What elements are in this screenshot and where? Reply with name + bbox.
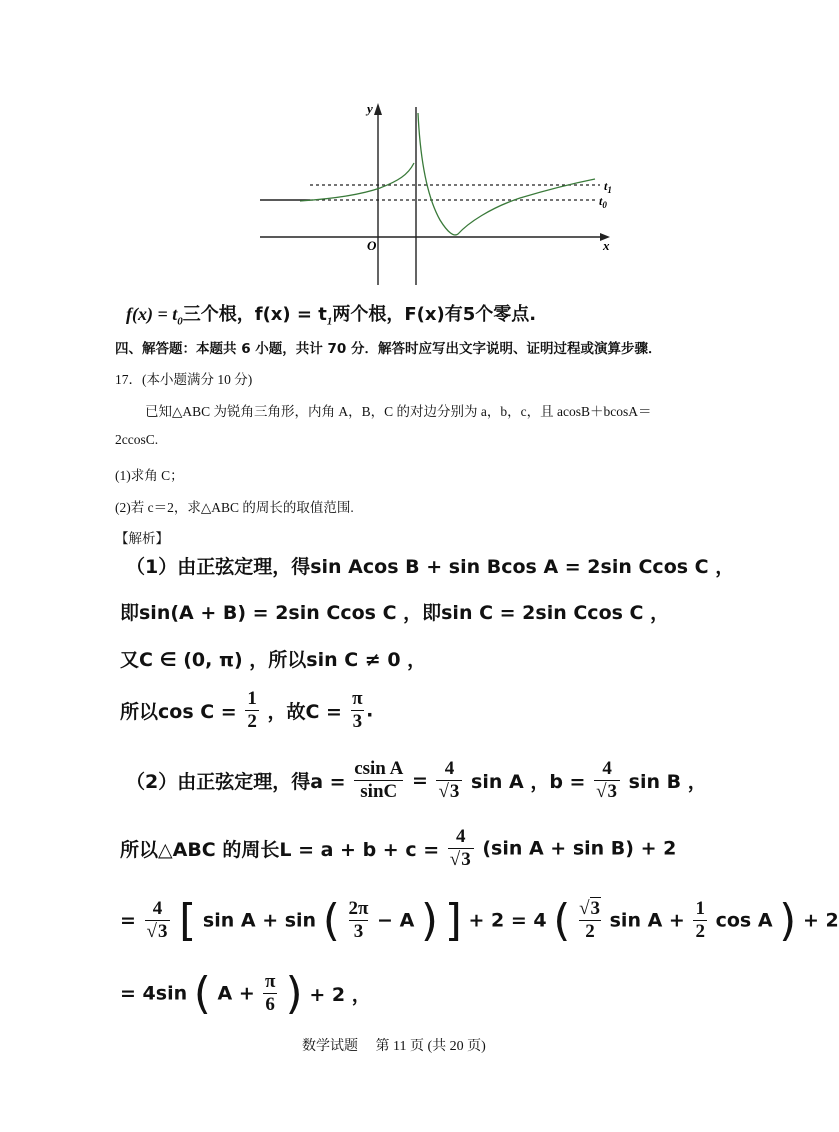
denominator: 3	[352, 710, 363, 732]
solution-line-2: 即sin(A + B) = 2sin Ccos C ，即sin C = 2sin Ccos C ，	[120, 602, 670, 624]
equals: =	[411, 769, 428, 792]
solution-line-8	[120, 968, 371, 1019]
right-paren: )	[420, 895, 439, 946]
denominator: 2	[695, 921, 705, 942]
denominator: √3	[145, 920, 171, 943]
denominator: 2	[579, 920, 601, 943]
solution-line-5-pre: （2）由正弦定理，得a =	[126, 770, 346, 793]
numerator: π	[352, 688, 363, 709]
conclusion-part2: 三个根，f(x) = t	[182, 304, 327, 325]
x-axis-label: x	[603, 238, 610, 253]
left-paren-2: (	[553, 895, 571, 946]
origin-label: O	[367, 238, 377, 253]
sinA-plus-sin: sin A + sin	[202, 909, 317, 932]
analysis-tag: 【解析】	[115, 531, 169, 547]
curve-right-branch	[418, 113, 595, 235]
fraction-4-over-root3-d	[145, 898, 171, 943]
problem-number: 17．(本小题满分 10 分)	[115, 372, 253, 387]
question-1: (1)求角 C；	[115, 468, 184, 483]
solution-line-6-tail: (sin A + sin B) + 2	[482, 837, 677, 860]
fraction-4-over-root3-b	[594, 758, 620, 803]
radicand: 3	[590, 898, 600, 920]
fraction-root3-over-2	[579, 898, 601, 943]
question-2: (2)若 c＝2，求△ABC 的周长的取值范围.	[115, 500, 354, 515]
fraction-4-over-root3-c	[448, 826, 474, 871]
numerator: 4	[455, 826, 466, 847]
sinA-plus: sin A +	[609, 909, 685, 932]
denominator: 2	[247, 710, 257, 732]
numerator: 4	[444, 758, 455, 779]
t0-label: $t_0$	[599, 194, 607, 210]
numerator: 4	[602, 758, 612, 779]
solution-line-1: （1）由正弦定理，得sin Acos B + sin Bcos A = 2sin Ccos C ，	[126, 556, 735, 578]
fraction-4-over-root3-a	[436, 758, 462, 803]
numerator: 4	[152, 898, 163, 920]
conclusion-line	[126, 300, 536, 328]
numerator: 2π	[348, 898, 369, 920]
numerator: √3	[579, 898, 600, 920]
plus-2-eq-4: + 2 = 4	[468, 909, 547, 932]
solution-line-4: 所以cos C = $\frac{1}{2}$ ，故C = $\frac{\pi}{3}$ .	[120, 688, 374, 732]
denominator: 3	[349, 920, 369, 943]
right-bracket: ]	[444, 895, 462, 946]
numerator: 1	[695, 898, 705, 920]
cosA: cos A	[715, 909, 773, 932]
numerator: π	[264, 971, 276, 993]
eq-4sin: = 4sin	[120, 982, 188, 1005]
left-paren: (	[322, 895, 340, 946]
A-plus: A +	[217, 982, 255, 1005]
left-bracket: [	[179, 895, 197, 946]
denominator: √3	[594, 780, 620, 803]
minus-A: − A	[377, 909, 415, 932]
sinB-tail: sin B ，	[628, 770, 707, 793]
fraction-csinA-over-sinC	[354, 758, 403, 803]
function-graph-figure	[250, 95, 630, 295]
fraction-1-over-2	[693, 898, 707, 943]
conclusion-part3: 两个根，F(x)有5个零点.	[332, 304, 537, 325]
right-paren-2: )	[779, 895, 797, 946]
radicand: 3	[461, 848, 471, 870]
solution-line-3: 又C ∈ (0, π) ，所以sin C ≠ 0 ，	[120, 649, 427, 671]
t1-label: $t_1$	[604, 179, 612, 195]
conclusion-sub1: 0	[177, 315, 183, 328]
denominator: √3	[436, 780, 462, 803]
solution-line-7: = $\frac{4}{√3}$ [ sin A + sin ( $\frac{2\pi}{3}$ − A ) ] + 2 = 4 ( $\frac{√3}{2}$ sin A + $\frac{1}{2}$ cos A ) + 2	[120, 895, 839, 946]
sinA-tail: sin A ，b =	[471, 770, 586, 793]
fraction-pi-over-6	[263, 971, 277, 1016]
denominator: sinC	[354, 780, 403, 803]
plus-2-end: + 2	[802, 909, 839, 932]
solution-line-4-mid: ，故C =	[267, 700, 342, 723]
y-axis-arrow	[374, 103, 382, 115]
radicand: 3	[607, 780, 618, 802]
denominator: 6	[265, 994, 275, 1015]
y-axis-label: y	[367, 101, 373, 116]
solution-line-4-pre: 所以cos C =	[120, 700, 237, 723]
curve-left-branch	[300, 163, 414, 201]
denominator: √3	[448, 848, 474, 871]
fraction-one-half	[245, 688, 259, 733]
numerator: csin A	[354, 758, 404, 779]
radicand: 3	[449, 780, 460, 802]
problem-stem-line2: 2ccosC.	[115, 432, 159, 447]
right-paren-3: )	[285, 968, 303, 1019]
page-footer: 数学试题 第 11 页 (共 20 页)	[302, 1039, 486, 1054]
left-paren-3: (	[193, 968, 211, 1019]
solution-line-5	[126, 758, 707, 803]
conclusion-part1: f(x) = t	[126, 304, 178, 324]
conclusion-sub2: 1	[326, 315, 333, 328]
fraction-pi-over-3	[351, 688, 365, 733]
numerator: 1	[247, 688, 257, 709]
solution-line-6-pre: 所以△ABC 的周长L = a + b + c =	[120, 838, 440, 861]
plus-2-comma: + 2 ，	[309, 984, 371, 1006]
problem-stem-line1: 已知△ABC 为锐角三角形，内角 A，B，C 的对边分别为 a，b，c，且 acosB＋bcosA＝	[145, 404, 652, 419]
section-header: 四、解答题：本题共 6 小题，共计 70 分．解答时应写出文字说明、证明过程或演算步骤．	[115, 341, 662, 357]
radicand: 3	[157, 921, 168, 942]
fraction-2pi-over-3	[349, 898, 369, 943]
solution-line-6	[120, 826, 676, 871]
